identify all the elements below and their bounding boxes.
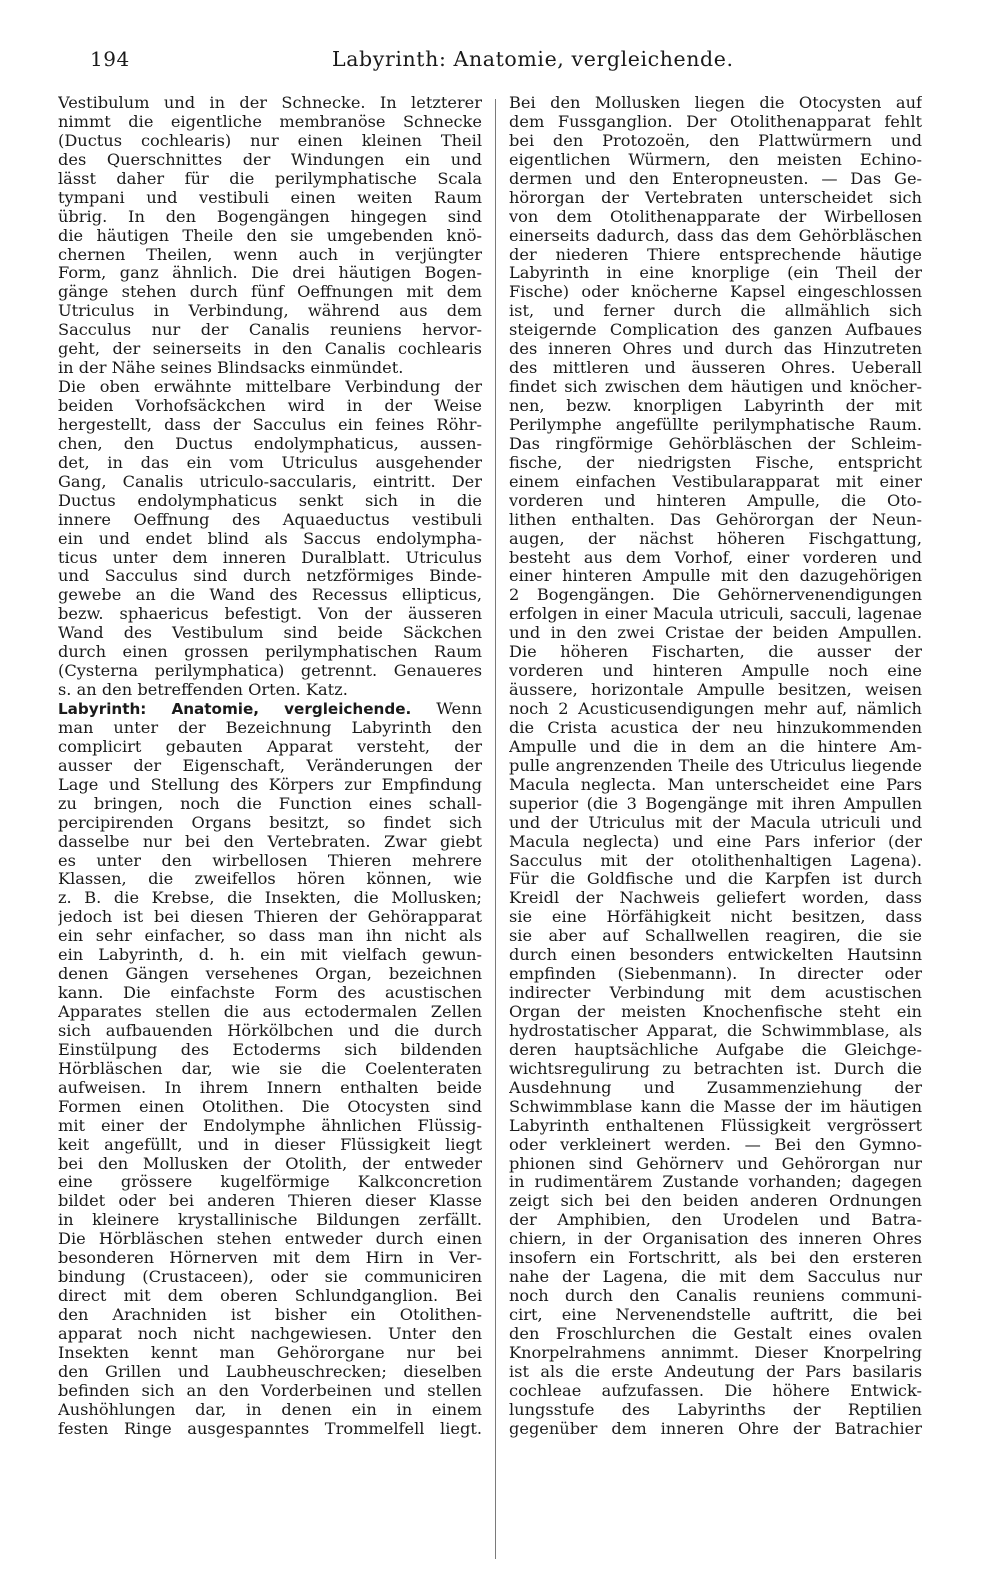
text-line: cochleae aufzufassen. Die höhere Entwick- [509,1381,922,1400]
text-line: Schwimmblase kann die Masse der im häutigen [509,1097,922,1116]
text-line: des inneren Ohres und durch das Hinzutreten [509,340,922,359]
text-line: durch einen grossen perilymphatischen Raum [58,643,482,662]
text-line: sie aber auf Schallwellen reagiren, die sie [509,927,922,946]
text-line: und Sacculus sind durch netzförmiges Binde- [58,567,482,586]
text-line: kann. Die einfachste Form des acustischen [58,984,482,1003]
text-line: keit angefüllt, und in dieser Flüssigkeit liegt [58,1135,482,1154]
text-line: Macula neglecta. Man unterscheidet eine Pars [509,775,922,794]
text-line: chiern, in der Organisation des inneren Ohres [509,1230,922,1249]
text-line: durch einen besonders entwickelten Hautsinn [509,946,922,965]
text-line: dasselbe nur bei den Vertebraten. Zwar giebt [58,832,482,851]
right-text-column [509,94,922,1564]
text-line: in der Nähe seines Blindsacks einmündet. [58,359,404,378]
text-line: die Crista acustica der neu hinzukommenden [509,718,922,737]
text-line: direct mit dem oberen Schlundganglion. Bei [58,1287,482,1306]
text-line: Ductus endolymphaticus senkt sich in die [58,491,482,510]
text-line: Knorpelrahmens annimmt. Dieser Knorpelring [509,1343,922,1362]
text-line: Ausdehnung und Zusammenziehung der [509,1078,922,1097]
text-line: noch 2 Acusticusendigungen mehr auf, nämlich [509,700,922,718]
text-line: ein sehr einfacher, so dass man ihn nicht als [58,927,482,946]
text-line: Fische) oder knöcherne Kapsel eingeschlossen [509,283,922,302]
text-line: ein und endet blind als Saccus endolympha- [58,529,482,548]
text-line: lungsstufe des Labyrinths der Reptilien [509,1400,922,1419]
text-line: einem einfachen Vestibularapparat mit einer [509,472,922,491]
text-line: besteht aus dem Vorhof, einer vorderen und [509,548,922,567]
text-line: beiden Vorhofsäckchen wird in der Weise [58,397,482,415]
text-line: einer hinteren Ampulle mit den dazugehörigen [509,567,922,586]
text-line: erfolgen in einer Macula utriculi, sacculi, lagenae [509,605,922,624]
text-line: Lage und Stellung des Körpers zur Empfindung [58,775,482,794]
text-line: tympani und vestibuli einen weiten Raum [58,188,482,207]
text-line: dem Fussganglion. Der Otolithenapparat fehlt [509,112,922,131]
text-line: ist, und ferner durch die allmählich sich [509,302,922,321]
text-line: cirt, eine Nervenendstelle auftritt, die bei [509,1306,922,1324]
text-line: in kleinere krystallinische Bildungen zerfällt. [58,1211,482,1230]
text-line: Organ der meisten Knochenfische steht ein [509,1003,922,1021]
text-line: geht, der seinerseits in den Canalis cochlearis [58,340,482,359]
text-line: z. B. die Krebse, die Insekten, die Mollusken; [58,889,482,908]
text-line: aufweisen. In ihrem Innern enthalten beide [58,1078,482,1097]
text-line: einerseits dadurch, dass das dem Gehörbläschen [509,226,922,245]
text-line: ticus unter dem inneren Duralblatt. Utriculus [58,548,482,567]
text-line: jedoch ist bei diesen Thieren der Gehörapparat [58,908,482,927]
text-line: befinden sich an den Vorderbeinen und stellen [58,1381,482,1400]
text-line: Einstülpung des Ectoderms sich bildenden [58,1040,482,1059]
text-line: ein Labyrinth, d. h. ein mit vielfach gewun- [58,946,482,965]
text-line: des Querschnittes der Windungen ein und [58,150,482,169]
text-line: chen, den Ductus endolymphaticus, aussen- [58,434,482,453]
text-line: Ampulle und die in dem an die hintere Am- [509,737,922,756]
text-line: percipirenden Organs besitzt, so findet sich [58,813,482,832]
text-line: noch durch den Canalis reuniens communi- [509,1287,922,1306]
text-line: indirecter Verbindung mit dem acustischen [509,984,922,1003]
text-line: hydrostatischer Apparat, die Schwimmblase, als [509,1021,922,1040]
page-number: 194 [90,47,130,71]
text-line: Gang, Canalis utriculo-saccularis, eintritt. Der [58,472,482,491]
text-line: deren hauptsächliche Aufgabe die Gleichge- [509,1040,922,1059]
text-line: (Cysterna perilymphatica) getrennt. Genaueres [58,662,482,681]
text-line: Wand des Vestibulum sind beide Säckchen [58,624,482,643]
text-line: in rudimentärem Zustande vorhanden; dagegen [509,1173,922,1192]
text-line: Labyrinth in eine knorplige (ein Theil der [509,264,922,283]
text-line: Bei den Mollusken liegen die Otocysten auf [509,94,922,112]
text-line: Die höheren Fischarten, die ausser der [509,643,922,662]
text-line: die häutigen Theile den sie umgebenden knö- [58,226,482,245]
text-line: det, in das ein vom Utriculus ausgehender [58,453,482,472]
column-divider [495,99,496,1559]
text-line: nen, bezw. knorpligen Labyrinth der mit [509,397,922,415]
text-line: Hörbläschen dar, wie sie die Coelenteraten [58,1059,482,1078]
text-line: Utriculus in Verbindung, während aus dem [58,302,482,321]
text-line: übrig. In den Bogengängen hingegen sind [58,207,482,226]
text-line: fische, der niedrigsten Fische, entspricht [509,453,922,472]
text-line: Labyrinth enthaltenen Flüssigkeit vergrössert [509,1116,922,1135]
text-line: äussere, horizontale Ampulle besitzen, weisen [509,681,922,700]
text-line: 2 Bogengängen. Die Gehörnervenendigungen [509,586,922,605]
text-line [58,700,482,719]
text-line: gänge stehen durch fünf Oeffnungen mit dem [58,283,482,302]
text-line: Apparates stellen die aus ectodermalen Zellen [58,1003,482,1021]
text-line: empfinden (Siebenmann). In directer oder [509,965,922,984]
text-line: ist als die erste Andeutung der Pars basilaris [509,1362,922,1381]
text-line: der Amphibien, den Urodelen und Batra- [509,1211,922,1230]
text-line: und der Utriculus mit der Macula utriculi und [509,813,922,832]
text-line: gegenüber dem inneren Ohre der Batrachier [509,1419,922,1438]
text-line: es unter den wirbellosen Thieren mehrere [58,851,482,870]
text-line: (Ductus cochlearis) nur einen kleinen Theil [58,131,482,150]
text-line: Perilymphe angefüllte perilymphatische Raum. [509,415,922,434]
text-line: Das ringförmige Gehörbläschen der Schleim- [509,434,922,453]
text-line: Die Hörbläschen stehen entweder durch einen [58,1230,482,1249]
text-line: pulle angrenzenden Theile des Utriculus liegende [509,756,922,775]
text-line: Klassen, die zweifellos hören können, wie [58,870,482,889]
text-line: zeigt sich bei den beiden anderen Ordnungen [509,1192,922,1211]
text-line: oder verkleinert werden. — Bei den Gymno- [509,1135,922,1154]
text-line: der niederen Thiere entsprechende häutige [509,245,922,264]
text-line: denen Gängen versehenes Organ, bezeichnen [58,965,482,984]
text-line: den Grillen und Laubheuschrecken; dieselben [58,1362,482,1381]
headword-continuation: Wenn [411,700,482,718]
text-line: phionen sind Gehörnerv und Gehörorgan nur [509,1154,922,1173]
text-line: sich aufbauenden Hörkölbchen und die durch [58,1021,482,1040]
text-line: augen, der nächst höheren Fischgattung, [509,529,922,548]
page-header [90,47,920,83]
text-line: Kreidl der Nachweis geliefert worden, dass [509,889,922,908]
article-headword: Labyrinth: Anatomie, vergleichende. [58,700,412,718]
text-line: vorderen und hinteren Ampulle, die Oto- [509,491,922,510]
text-line: den Froschlurchen die Gestalt eines ovalen [509,1324,922,1343]
text-line: bei den Mollusken der Otolith, der entweder [58,1154,482,1173]
text-line: bildet oder bei anderen Thieren dieser Klasse [58,1192,482,1211]
text-line: gewebe an die Wand des Recessus ellipticus, [58,586,482,605]
text-line: apparat noch nicht nachgewiesen. Unter den [58,1324,482,1343]
text-line: wichtsregulirung zu betrachten ist. Durch die [509,1059,922,1078]
text-line: eine grössere kugelförmige Kalkconcretion [58,1173,482,1192]
text-line: zu bringen, noch die Function eines schall- [58,794,482,813]
text-line: superior (die 3 Bogengänge mit ihren Ampullen [509,794,922,813]
text-line: und in den zwei Cristae der beiden Ampullen. [509,624,922,643]
text-line: nahe der Lagena, die mit dem Sacculus nur [509,1268,922,1287]
text-line: Aushöhlungen dar, in denen ein in einem [58,1400,482,1419]
text-line: besonderen Hörnerven mit dem Hirn in Ver- [58,1249,482,1268]
text-line: hergestellt, dass der Sacculus ein feines Röhr- [58,415,482,434]
text-line: sie eine Hörfähigkeit nicht besitzen, dass [509,908,922,927]
text-line: Die oben erwähnte mittelbare Verbindung der [58,378,482,397]
text-line: lässt daher für die perilymphatische Scala [58,169,482,188]
text-line: nimmt die eigentliche membranöse Schnecke [58,112,482,131]
text-line: hörorgan der Vertebraten unterscheidet sich [509,188,922,207]
text-line: eigentlichen Würmern, den meisten Echino- [509,150,922,169]
text-line: den Arachniden ist bisher ein Otolithen- [58,1306,482,1324]
text-line: Formen einen Otolithen. Die Otocysten sind [58,1097,482,1116]
text-line: bezw. sphaericus befestigt. Von der äusseren [58,605,482,624]
text-line: ausser der Eigenschaft, Veränderungen der [58,756,482,775]
text-line: mit einer der Endolymphe ähnlichen Flüssig- [58,1116,482,1135]
text-line: Für die Goldfische und die Karpfen ist durch [509,870,922,889]
text-line: von dem Otolithenapparate der Wirbellosen [509,207,922,226]
left-text-column [58,94,482,1564]
text-line: Insekten kennt man Gehörorgane nur bei [58,1343,482,1362]
running-title: Labyrinth: Anatomie, vergleichende. [332,47,734,71]
text-line: Vestibulum und in der Schnecke. In letzterer [58,94,482,112]
text-line: man unter der Bezeichnung Labyrinth den [58,718,482,737]
text-line: festen Ringe ausgespanntes Trommelfell liegt. [58,1419,482,1438]
text-line: bei den Protozoën, den Plattwürmern und [509,131,922,150]
text-line: Macula neglecta) und eine Pars inferior (der [509,832,922,851]
text-line: innere Oeffnung des Aquaeductus vestibuli [58,510,482,529]
text-line: complicirt gebauten Apparat versteht, der [58,737,482,756]
text-line: chernen Theilen, wenn auch in verjüngter [58,245,482,264]
text-line: Sacculus mit der otolithenhaltigen Lagena). [509,851,922,870]
text-line: dermen und den Enteropneusten. — Das Ge- [509,169,922,188]
text-line: insofern ein Fortschritt, als bei den ersteren [509,1249,922,1268]
text-line: findet sich zwischen dem häutigen und knöcher- [509,378,922,397]
text-line: des mittleren und äusseren Ohres. Ueberall [509,359,922,378]
text-line: vorderen und hinteren Ampulle noch eine [509,662,922,681]
text-line: lithen enthalten. Das Gehörorgan der Neun- [509,510,922,529]
text-line: s. an den betreffenden Orten. Katz. [58,681,348,700]
text-line: bindung (Crustaceen), oder sie communiciren [58,1268,482,1287]
text-line: steigernde Complication des ganzen Aufbaues [509,321,922,340]
text-line: Form, ganz ähnlich. Die drei häutigen Bogen- [58,264,482,283]
text-line: Sacculus nur der Canalis reuniens hervor- [58,321,482,340]
